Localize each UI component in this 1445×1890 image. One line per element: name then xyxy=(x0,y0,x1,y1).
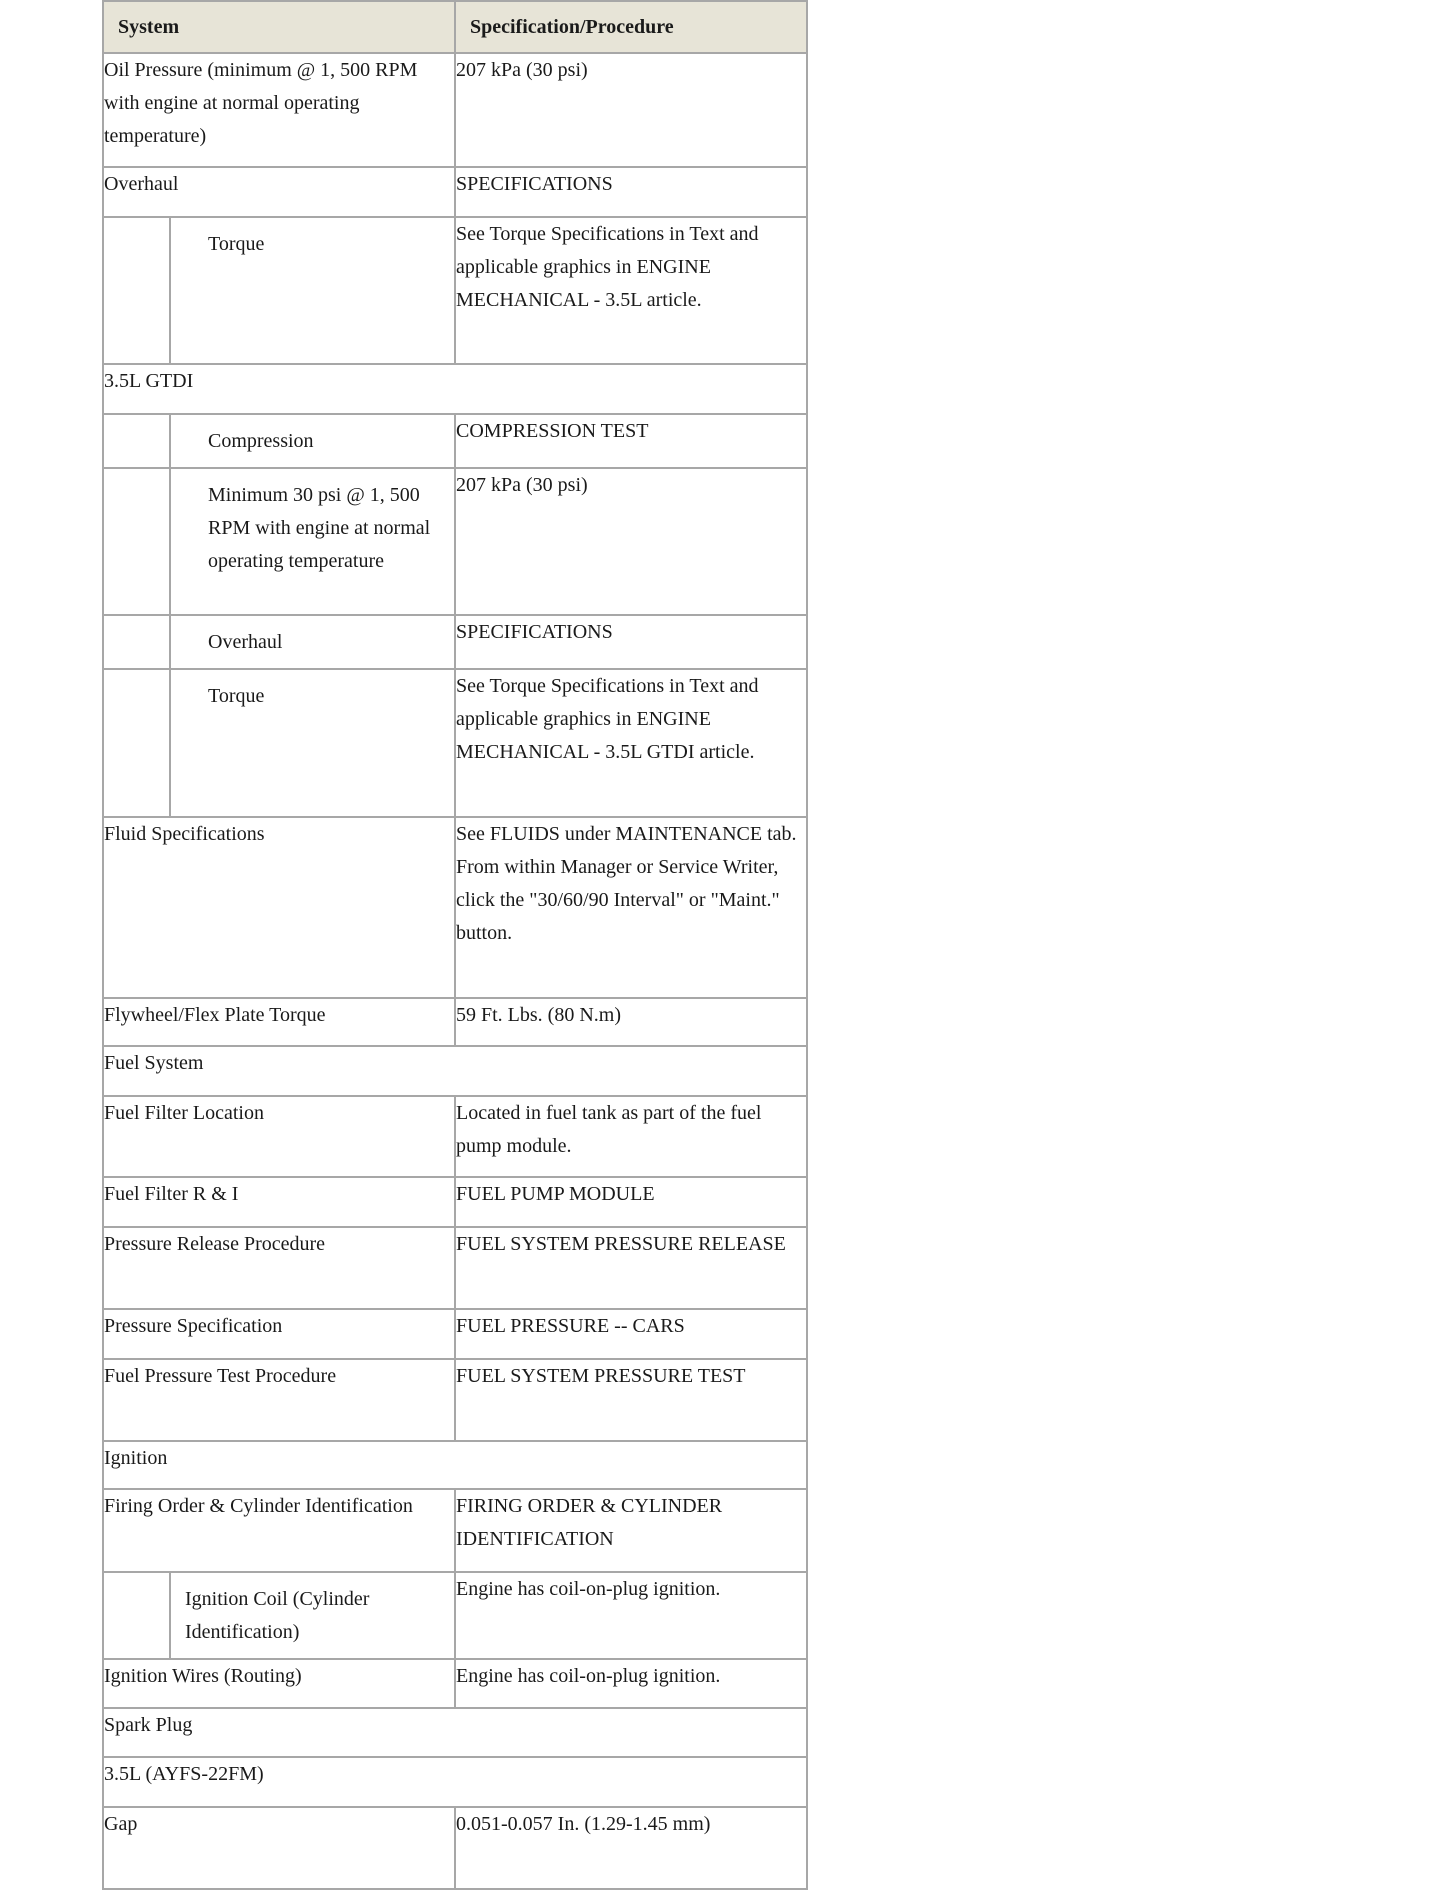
section-heading-cell: 3.5L GTDI xyxy=(103,364,807,414)
table-row xyxy=(103,669,807,817)
table-body xyxy=(103,53,807,1889)
system-label: Compression xyxy=(208,430,314,452)
indent-divider xyxy=(169,1573,171,1658)
table-row xyxy=(103,1096,807,1177)
system-cell: Flywheel/Flex Plate Torque xyxy=(103,998,455,1046)
table-row xyxy=(103,1708,807,1757)
system-label: Overhaul xyxy=(208,631,283,653)
table-row xyxy=(103,1572,807,1659)
spec-cell: FUEL PUMP MODULE xyxy=(455,1177,807,1227)
table-row xyxy=(103,1359,807,1441)
system-label: Torque xyxy=(208,233,265,255)
table-row xyxy=(103,817,807,998)
system-cell: Ignition Wires (Routing) xyxy=(103,1659,455,1708)
table-row xyxy=(103,1757,807,1807)
table-row xyxy=(103,1046,807,1096)
spec-cell: FIRING ORDER & CYLINDER IDENTIFICATION xyxy=(455,1489,807,1572)
indent-divider xyxy=(169,670,171,816)
spec-cell: 59 Ft. Lbs. (80 N.m) xyxy=(455,998,807,1046)
spec-cell: FUEL SYSTEM PRESSURE TEST xyxy=(455,1359,807,1441)
table-row xyxy=(103,217,807,364)
specifications-table xyxy=(102,0,808,1890)
column-header-system: System xyxy=(103,1,455,53)
spec-cell: 0.051-0.057 In. (1.29-1.45 mm) xyxy=(455,1807,807,1889)
section-heading-cell: 3.5L (AYFS-22FM) xyxy=(103,1757,807,1807)
table-row xyxy=(103,53,807,167)
table-row xyxy=(103,414,807,468)
system-cell: Oil Pressure (minimum @ 1, 500 RPM with engine at normal operating temperature) xyxy=(103,53,455,167)
spec-cell: FUEL PRESSURE -- CARS xyxy=(455,1309,807,1359)
column-header-spec: Specification/Procedure xyxy=(455,1,807,53)
system-cell xyxy=(103,669,455,817)
indent-divider xyxy=(169,616,171,668)
table-row xyxy=(103,1489,807,1572)
spec-cell: FUEL SYSTEM PRESSURE RELEASE xyxy=(455,1227,807,1309)
spec-cell: SPECIFICATIONS xyxy=(455,167,807,217)
system-cell xyxy=(103,468,455,615)
system-cell: Fuel Pressure Test Procedure xyxy=(103,1359,455,1441)
table-row xyxy=(103,1177,807,1227)
table-row xyxy=(103,1441,807,1489)
indent-divider xyxy=(169,469,171,614)
table-row xyxy=(103,167,807,217)
system-cell: Fuel Filter Location xyxy=(103,1096,455,1177)
spec-cell: Engine has coil-on-plug ignition. xyxy=(455,1572,807,1659)
table-row xyxy=(103,1807,807,1889)
table-row xyxy=(103,615,807,669)
system-cell: Gap xyxy=(103,1807,455,1889)
system-cell xyxy=(103,1572,455,1659)
system-cell xyxy=(103,414,455,468)
section-heading-cell: Spark Plug xyxy=(103,1708,807,1757)
table-row xyxy=(103,1659,807,1708)
system-cell: Pressure Release Procedure xyxy=(103,1227,455,1309)
indent-divider xyxy=(169,218,171,363)
system-cell xyxy=(103,615,455,669)
spec-cell: 207 kPa (30 psi) xyxy=(455,53,807,167)
table-row xyxy=(103,998,807,1046)
section-heading-cell: Fuel System xyxy=(103,1046,807,1096)
spec-cell: See Torque Specifications in Text and applicable graphics in ENGINE MECHANICAL - 3.5L GTDI article. xyxy=(455,669,807,817)
table-header-row xyxy=(103,1,807,53)
system-cell xyxy=(103,217,455,364)
table-row xyxy=(103,364,807,414)
spec-cell: SPECIFICATIONS xyxy=(455,615,807,669)
system-cell: Overhaul xyxy=(103,167,455,217)
spec-cell: See FLUIDS under MAINTENANCE tab. From within Manager or Service Writer, click the "30/60/90 Interval" or "Maint." button. xyxy=(455,817,807,998)
indent-divider xyxy=(169,415,171,467)
table-row xyxy=(103,468,807,615)
spec-cell: 207 kPa (30 psi) xyxy=(455,468,807,615)
system-label: Torque xyxy=(208,685,265,707)
spec-cell: Located in fuel tank as part of the fuel pump module. xyxy=(455,1096,807,1177)
spec-cell: Engine has coil-on-plug ignition. xyxy=(455,1659,807,1708)
table-row xyxy=(103,1227,807,1309)
table-row xyxy=(103,1309,807,1359)
system-label: Minimum 30 psi @ 1, 500 RPM with engine at normal operating temperature xyxy=(208,484,431,572)
system-cell: Fuel Filter R & I xyxy=(103,1177,455,1227)
section-heading-cell: Ignition xyxy=(103,1441,807,1489)
system-cell: Firing Order & Cylinder Identification xyxy=(103,1489,455,1572)
spec-cell: See Torque Specifications in Text and applicable graphics in ENGINE MECHANICAL - 3.5L article. xyxy=(455,217,807,364)
system-label: Ignition Coil (Cylinder Identification) xyxy=(185,1588,370,1643)
system-cell: Pressure Specification xyxy=(103,1309,455,1359)
system-cell: Fluid Specifications xyxy=(103,817,455,998)
spec-cell: COMPRESSION TEST xyxy=(455,414,807,468)
